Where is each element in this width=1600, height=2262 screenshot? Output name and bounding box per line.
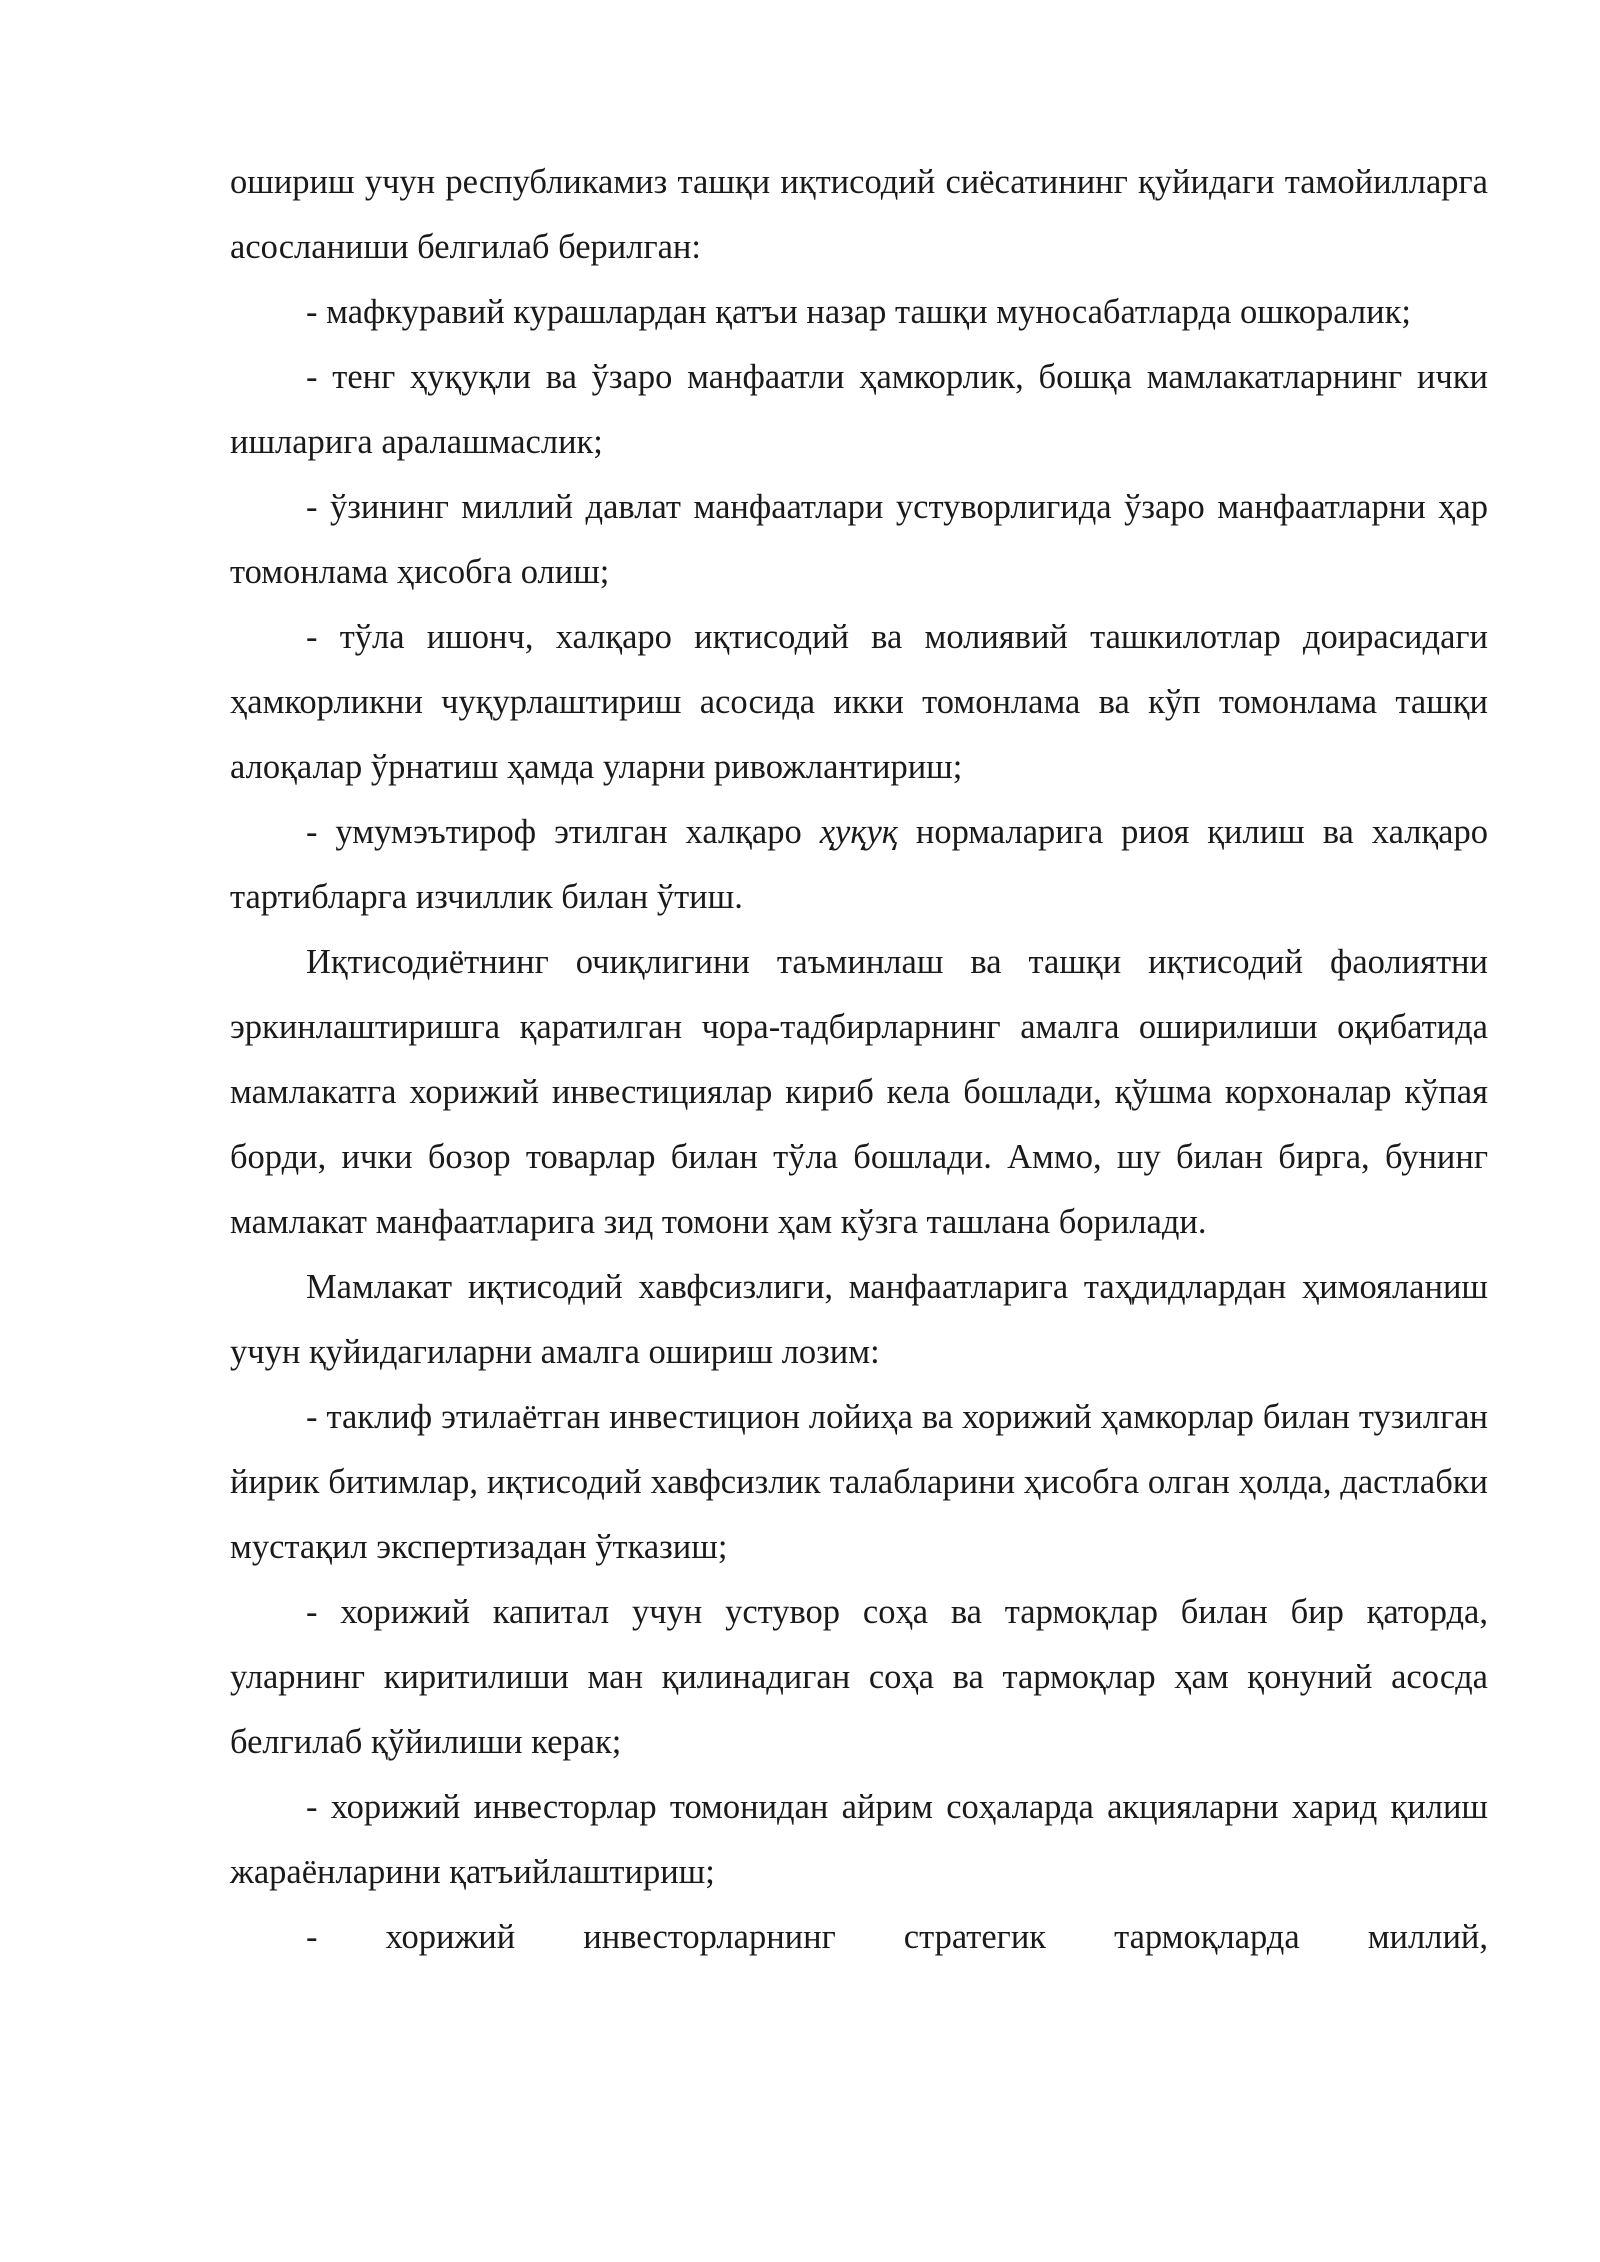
list-item-share-purchase: - хорижий инвесторлар томонидан айрим соҳаларда акцияларни харид қилиш жараёнларини қатъийлаштириш; xyxy=(230,1788,1488,1891)
list-item-full-trust: - тўла ишонч, халқаро иқтисодий ва молиявий ташкилотлар доирасидаги ҳамкорликни чуқурлаштириш асосида икки томонлама ва кўп томонлама ташқи алоқалар ўрнатиш ҳамда уларни ривожлантириш; xyxy=(230,618,1488,786)
paragraph-economy-openness: Иқтисодиётнинг очиқлигини таъминлаш ва ташқи иқтисодий фаолиятни эркинлаштиришга қаратилган чора-тадбирларнинг амалга оширилиши оқибатида мамлакатга хорижий инвестициялар кириб кела бошлади, қўшма корхоналар кўпая борди, ички бозор товарлар билан тўла бошлади. Аммо, шу билан бирга, бунинг мамлакат манфаатларига зид томони ҳам кўзга ташлана борилади. xyxy=(230,943,1488,1241)
list-item-national-interests: - ўзининг миллий давлат манфаатлари устуворлигида ўзаро манфаатларни ҳар томонлама ҳисобга олиш; xyxy=(230,488,1488,591)
paragraph-economic-security: Мамлакат иқтисодий хавфсизлиги, манфаатларига таҳдидлардан ҳимояланиш учун қуйидагиларни амалга ошириш лозим: xyxy=(230,1268,1488,1371)
italic-word-law: ҳуқуқ xyxy=(819,813,898,851)
list-item-openness: - мафкуравий курашлардан қатъи назар ташқи муносабатларда ошкоралик; xyxy=(306,293,1411,331)
list-item-strategic-sectors: - хорижий инвесторларнинг стратегик тармоқларда миллий, xyxy=(306,1918,1488,1956)
list-item-priority-sectors: - хорижий капитал учун устувор соҳа ва тармоқлар билан бир қаторда, уларнинг киритилиши ман қилинадиган соҳа ва тармоқлар ҳам қонуний асосда белгилаб қўйилиши керак; xyxy=(230,1593,1488,1761)
list-item-expertise: - таклиф этилаётган инвестицион лойиҳа ва хорижий ҳамкорлар билан тузилган йирик битимлар, иқтисодий хавфсизлик талабларини ҳисобга олган ҳолда, дастлабки мустақил экспертизадан ўтказиш; xyxy=(230,1398,1488,1566)
list-item-equal-cooperation: - тенг ҳуқуқли ва ўзаро манфаатли ҳамкорлик, бошқа мамлакатларнинг ички ишларига аралашмаслик; xyxy=(230,358,1488,461)
list-item-law-text-after: нормаларига риоя қилиш ва халқаро тартибларга изчиллик билан ўтиш. xyxy=(230,813,1488,916)
list-item-international-law xyxy=(230,800,1488,930)
paragraph-continuation: ошириш учун республикамиз ташқи иқтисодий сиёсатининг қуйидаги тамойилларга асосланиши белгилаб берилган: xyxy=(230,163,1488,266)
list-item-law-text-before: - умумэътироф этилган халқаро xyxy=(306,813,820,851)
document-body xyxy=(230,150,1488,1970)
